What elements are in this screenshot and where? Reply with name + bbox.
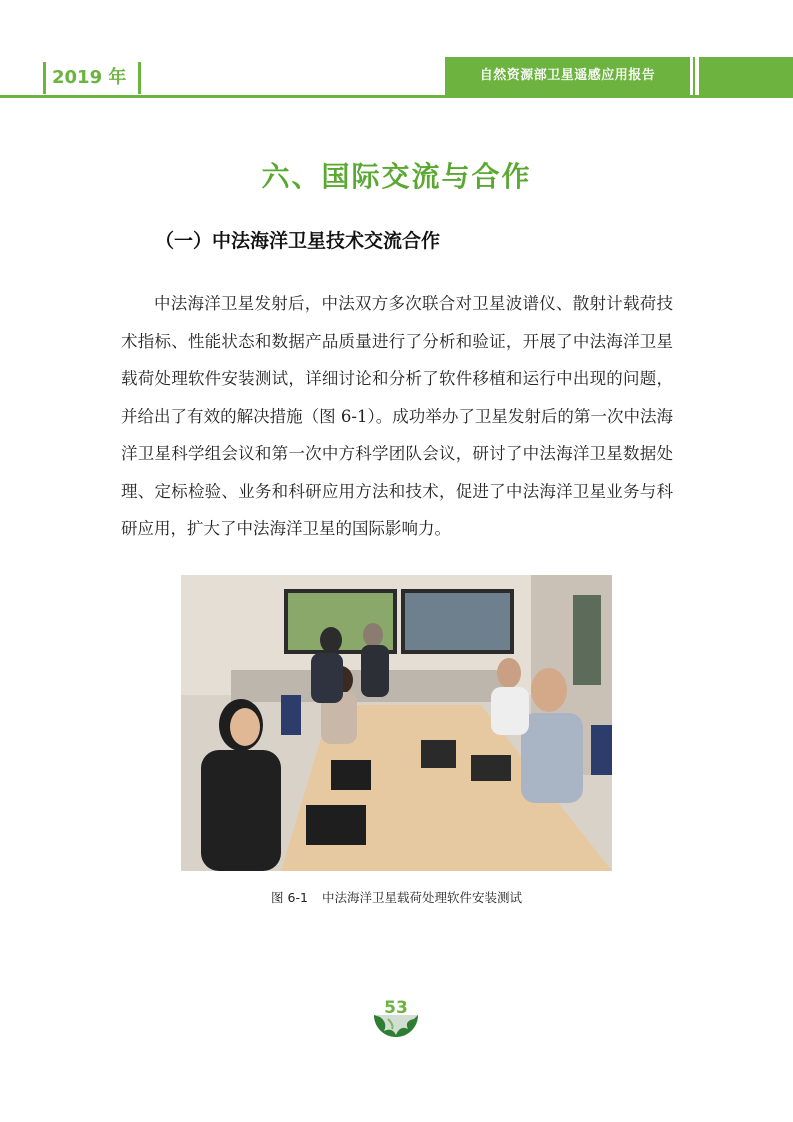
section-title: （一）中法海洋卫星技术交流合作 <box>155 230 441 252</box>
year-divider-left <box>43 62 46 94</box>
header-thin-bar <box>693 57 695 95</box>
header-rule <box>0 95 793 98</box>
year-divider-right <box>138 62 141 94</box>
header-report-title: 自然资源部卫星遥感应用报告 <box>445 57 690 95</box>
chapter-title: 六、国际交流与合作 <box>261 160 532 193</box>
page-number: 53 <box>384 998 408 1018</box>
header-year: 2019 年 <box>52 67 127 88</box>
header-green-block <box>699 57 793 95</box>
meeting-photo <box>181 575 612 871</box>
figure-caption <box>0 887 793 909</box>
figure-number: 图 6-1 <box>271 890 308 905</box>
figure-caption-text: 中法海洋卫星载荷处理软件安装测试 <box>321 890 522 905</box>
body-paragraph: 中法海洋卫星发射后，中法双方多次联合对卫星波谱仪、散射计载荷技术指标、性能状态和数据产品质量进行了分析和验证，开展了中法海洋卫星载荷处理软件安装测试，详细讨论和分析了软件移植和运行中出现的问题，并给出了有效的解决措施（图 6-1）。成功举办了卫星发射后的第一次中法海洋卫星科学组会议和第一次中方科学团队会议，研讨了中法海洋卫星数据处理、定标检验、业务和科研应用方法和技术，促进了中法海洋卫星业务与科研应用，扩大了中法海洋卫星的国际影响力。 <box>121 294 673 538</box>
